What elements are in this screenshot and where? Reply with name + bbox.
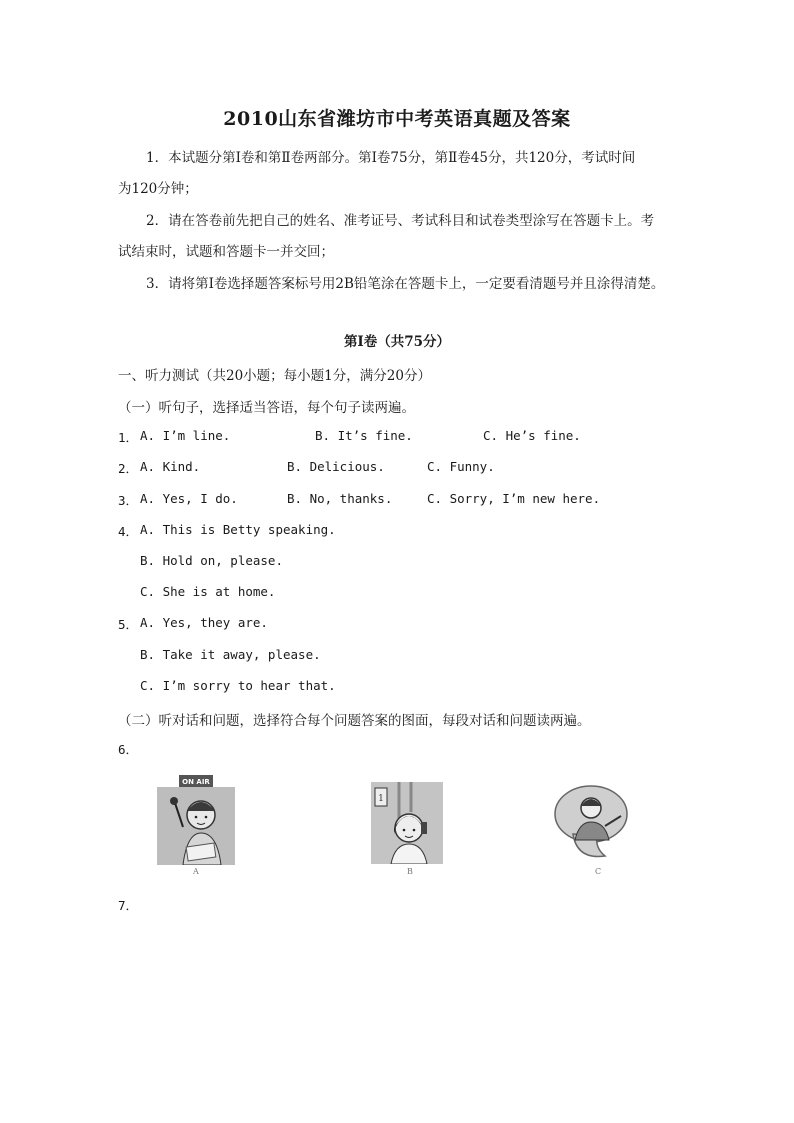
instruction-2-line1: 2．请在答卷前先把自己的姓名、准考证号、考试科目和试卷类型涂写在答题卡上。考 bbox=[146, 213, 655, 229]
picture-a-label: A bbox=[193, 867, 199, 876]
sub2-heading: （二）听对话和问题，选择符合每个问题答案的图面，每段对话和问题读两遍。 bbox=[118, 713, 591, 729]
picture-c bbox=[547, 782, 637, 862]
section-title: 第Ⅰ卷（共75分） bbox=[343, 334, 451, 350]
question-number: 6． bbox=[118, 742, 139, 757]
option-c: C. She is at home. bbox=[140, 584, 276, 599]
option-a: A. This is Betty speaking. bbox=[140, 522, 336, 537]
option-b: B. Take it away, please. bbox=[140, 647, 321, 662]
question-number: 3． bbox=[118, 493, 139, 508]
option-c: C. I’m sorry to hear that. bbox=[140, 678, 336, 693]
question-number: 1． bbox=[118, 430, 139, 445]
instruction-1-line1: 1．本试题分第Ⅰ卷和第Ⅱ卷两部分。第Ⅰ卷75分，第Ⅱ卷45分，共120分，考试时间 bbox=[146, 150, 636, 166]
option-b: B. It’s fine. bbox=[315, 428, 413, 443]
option-b: B. Delicious. bbox=[287, 459, 385, 474]
option-a: A. Yes, they are. bbox=[140, 615, 268, 630]
question-number: 4． bbox=[118, 524, 139, 539]
svg-text:1: 1 bbox=[378, 794, 384, 804]
instruction-3: 3．请将第Ⅰ卷选择题答案标号用2B铅笔涂在答题卡上，一定要看清题号并且涂得清楚。 bbox=[146, 276, 665, 292]
option-a: A. I’m line. bbox=[140, 428, 231, 443]
page-title: 2010山东省潍坊市中考英语真题及答案 bbox=[223, 108, 571, 130]
picture-c-label: C bbox=[595, 867, 602, 876]
picture-b-label: B bbox=[407, 867, 413, 876]
option-b: B. No, thanks. bbox=[287, 491, 393, 506]
option-c: C. Funny. bbox=[427, 459, 495, 474]
instruction-2-line2: 试结束时，试题和答题卡一并交回； bbox=[118, 244, 334, 260]
question-number: 7． bbox=[118, 898, 139, 913]
instruction-1-line2: 为120分钟； bbox=[118, 181, 198, 197]
picture-b bbox=[371, 782, 443, 864]
on-air-sign: ON AIR bbox=[182, 778, 210, 786]
question-number: 2． bbox=[118, 461, 139, 476]
option-b: B. Hold on, please. bbox=[140, 553, 283, 568]
sub1-heading: （一）听句子，选择适当答语，每个句子读两遍。 bbox=[118, 400, 415, 416]
question-number: 5． bbox=[118, 617, 139, 632]
option-c: C. He’s fine. bbox=[483, 428, 581, 443]
option-a: A. Kind. bbox=[140, 459, 201, 474]
option-c: C. Sorry, I’m new here. bbox=[427, 491, 601, 506]
part-heading: 一、听力测试（共20小题；每小题1分，满分20分） bbox=[118, 368, 431, 384]
picture-a bbox=[157, 775, 235, 865]
option-a: A. Yes, I do. bbox=[140, 491, 238, 506]
